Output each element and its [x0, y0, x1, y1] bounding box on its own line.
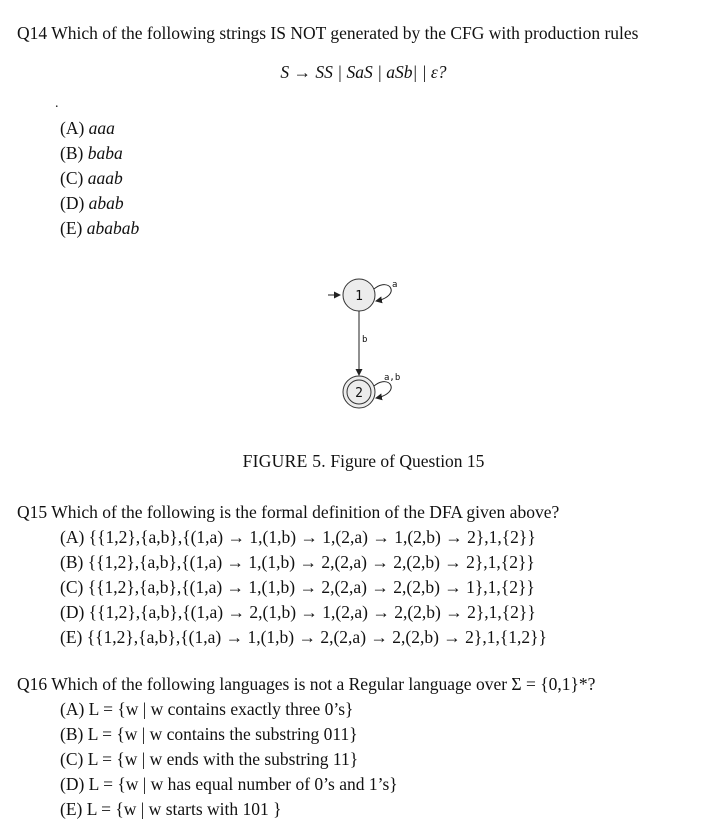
self-loop-1-label: a — [392, 280, 398, 290]
option-label: (A) — [60, 118, 85, 138]
option-value: L = {w | w has equal number of 0’s and 1’s} — [88, 774, 398, 794]
q14-option-b — [60, 143, 123, 164]
option-label: (B) — [60, 724, 84, 744]
option-label: (C) — [60, 168, 84, 188]
q14-option-d — [60, 193, 124, 214]
option-label: (D) — [60, 774, 85, 794]
caption-text: Figure of Question 15 — [330, 451, 485, 471]
state-2-label: 2 — [355, 386, 363, 401]
q16-option-c — [60, 749, 358, 770]
option-label: (C) — [60, 577, 84, 597]
q14-grammar-formula: S → SS | SaS | aSb| | ε? — [280, 62, 447, 82]
transition-1-2-label: b — [362, 335, 368, 345]
option-label: (E) — [60, 799, 83, 819]
self-loop-1 — [374, 285, 391, 301]
self-loop-2-label: a,b — [384, 373, 401, 383]
dfa-diagram — [300, 270, 430, 420]
q14-option-c — [60, 168, 123, 189]
option-value: {{1,2},{a,b},{(1,a) → 2,(1,b) → 1,(2,a) → 2,(2,b) → 2},1,{2}} — [88, 602, 536, 622]
state-1-label: 1 — [355, 289, 363, 304]
dfa-state-1 — [343, 279, 375, 311]
q15-option-b — [60, 552, 535, 573]
q15-option-c — [60, 577, 535, 598]
q15-option-e — [60, 627, 547, 648]
q15-question-text: Q15 Which of the following is the formal definition of the DFA given above? — [17, 502, 560, 522]
option-value: L = {w | w starts with 101 } — [86, 799, 282, 819]
option-value: aaab — [87, 168, 123, 188]
option-label: (B) — [60, 552, 84, 572]
caption-prefix: FIGURE 5. — [242, 451, 326, 471]
q15-option-d — [60, 602, 536, 623]
option-value: baba — [87, 143, 123, 163]
option-value: L = {w | w ends with the substring 11} — [87, 749, 359, 769]
q16-option-e — [60, 799, 282, 820]
option-label: (E) — [60, 627, 83, 647]
option-label: (E) — [60, 218, 83, 238]
option-value: aaa — [88, 118, 115, 138]
option-label: (B) — [60, 143, 84, 163]
figure-caption — [0, 451, 727, 472]
q16-option-d — [60, 774, 398, 795]
option-value: {{1,2},{a,b},{(1,a) → 1,(1,b) → 2,(2,a) → 2,(2,b) → 2},1,{1,2}} — [86, 627, 547, 647]
q14-question-text: Q14 Which of the following strings IS NOT generated by the CFG with production rules — [17, 23, 639, 43]
stray-mark: . — [55, 96, 59, 111]
option-label: (D) — [60, 602, 85, 622]
dfa-state-2 — [343, 376, 375, 408]
option-label: (D) — [60, 193, 85, 213]
option-value: ababab — [86, 218, 140, 238]
q14-option-e — [60, 218, 139, 239]
option-value: L = {w | w contains exactly three 0’s} — [88, 699, 354, 719]
q16-option-b — [60, 724, 358, 745]
q16-question-text: Q16 Which of the following languages is not a Regular language over Σ = {0,1}*? — [17, 674, 596, 694]
q16-option-a — [60, 699, 353, 720]
self-loop-2 — [374, 382, 391, 398]
option-label: (A) — [60, 527, 85, 547]
option-value: {{1,2},{a,b},{(1,a) → 1,(1,b) → 1,(2,a) → 1,(2,b) → 2},1,{2}} — [88, 527, 536, 547]
option-value: abab — [88, 193, 124, 213]
option-label: (A) — [60, 699, 85, 719]
q14-option-a — [60, 118, 115, 139]
option-label: (C) — [60, 749, 84, 769]
q15-option-a — [60, 527, 536, 548]
option-value: L = {w | w contains the substring 011} — [87, 724, 358, 744]
option-value: {{1,2},{a,b},{(1,a) → 1,(1,b) → 2,(2,a) → 2,(2,b) → 1},1,{2}} — [87, 577, 535, 597]
option-value: {{1,2},{a,b},{(1,a) → 1,(1,b) → 2,(2,a) → 2,(2,b) → 2},1,{2}} — [87, 552, 535, 572]
